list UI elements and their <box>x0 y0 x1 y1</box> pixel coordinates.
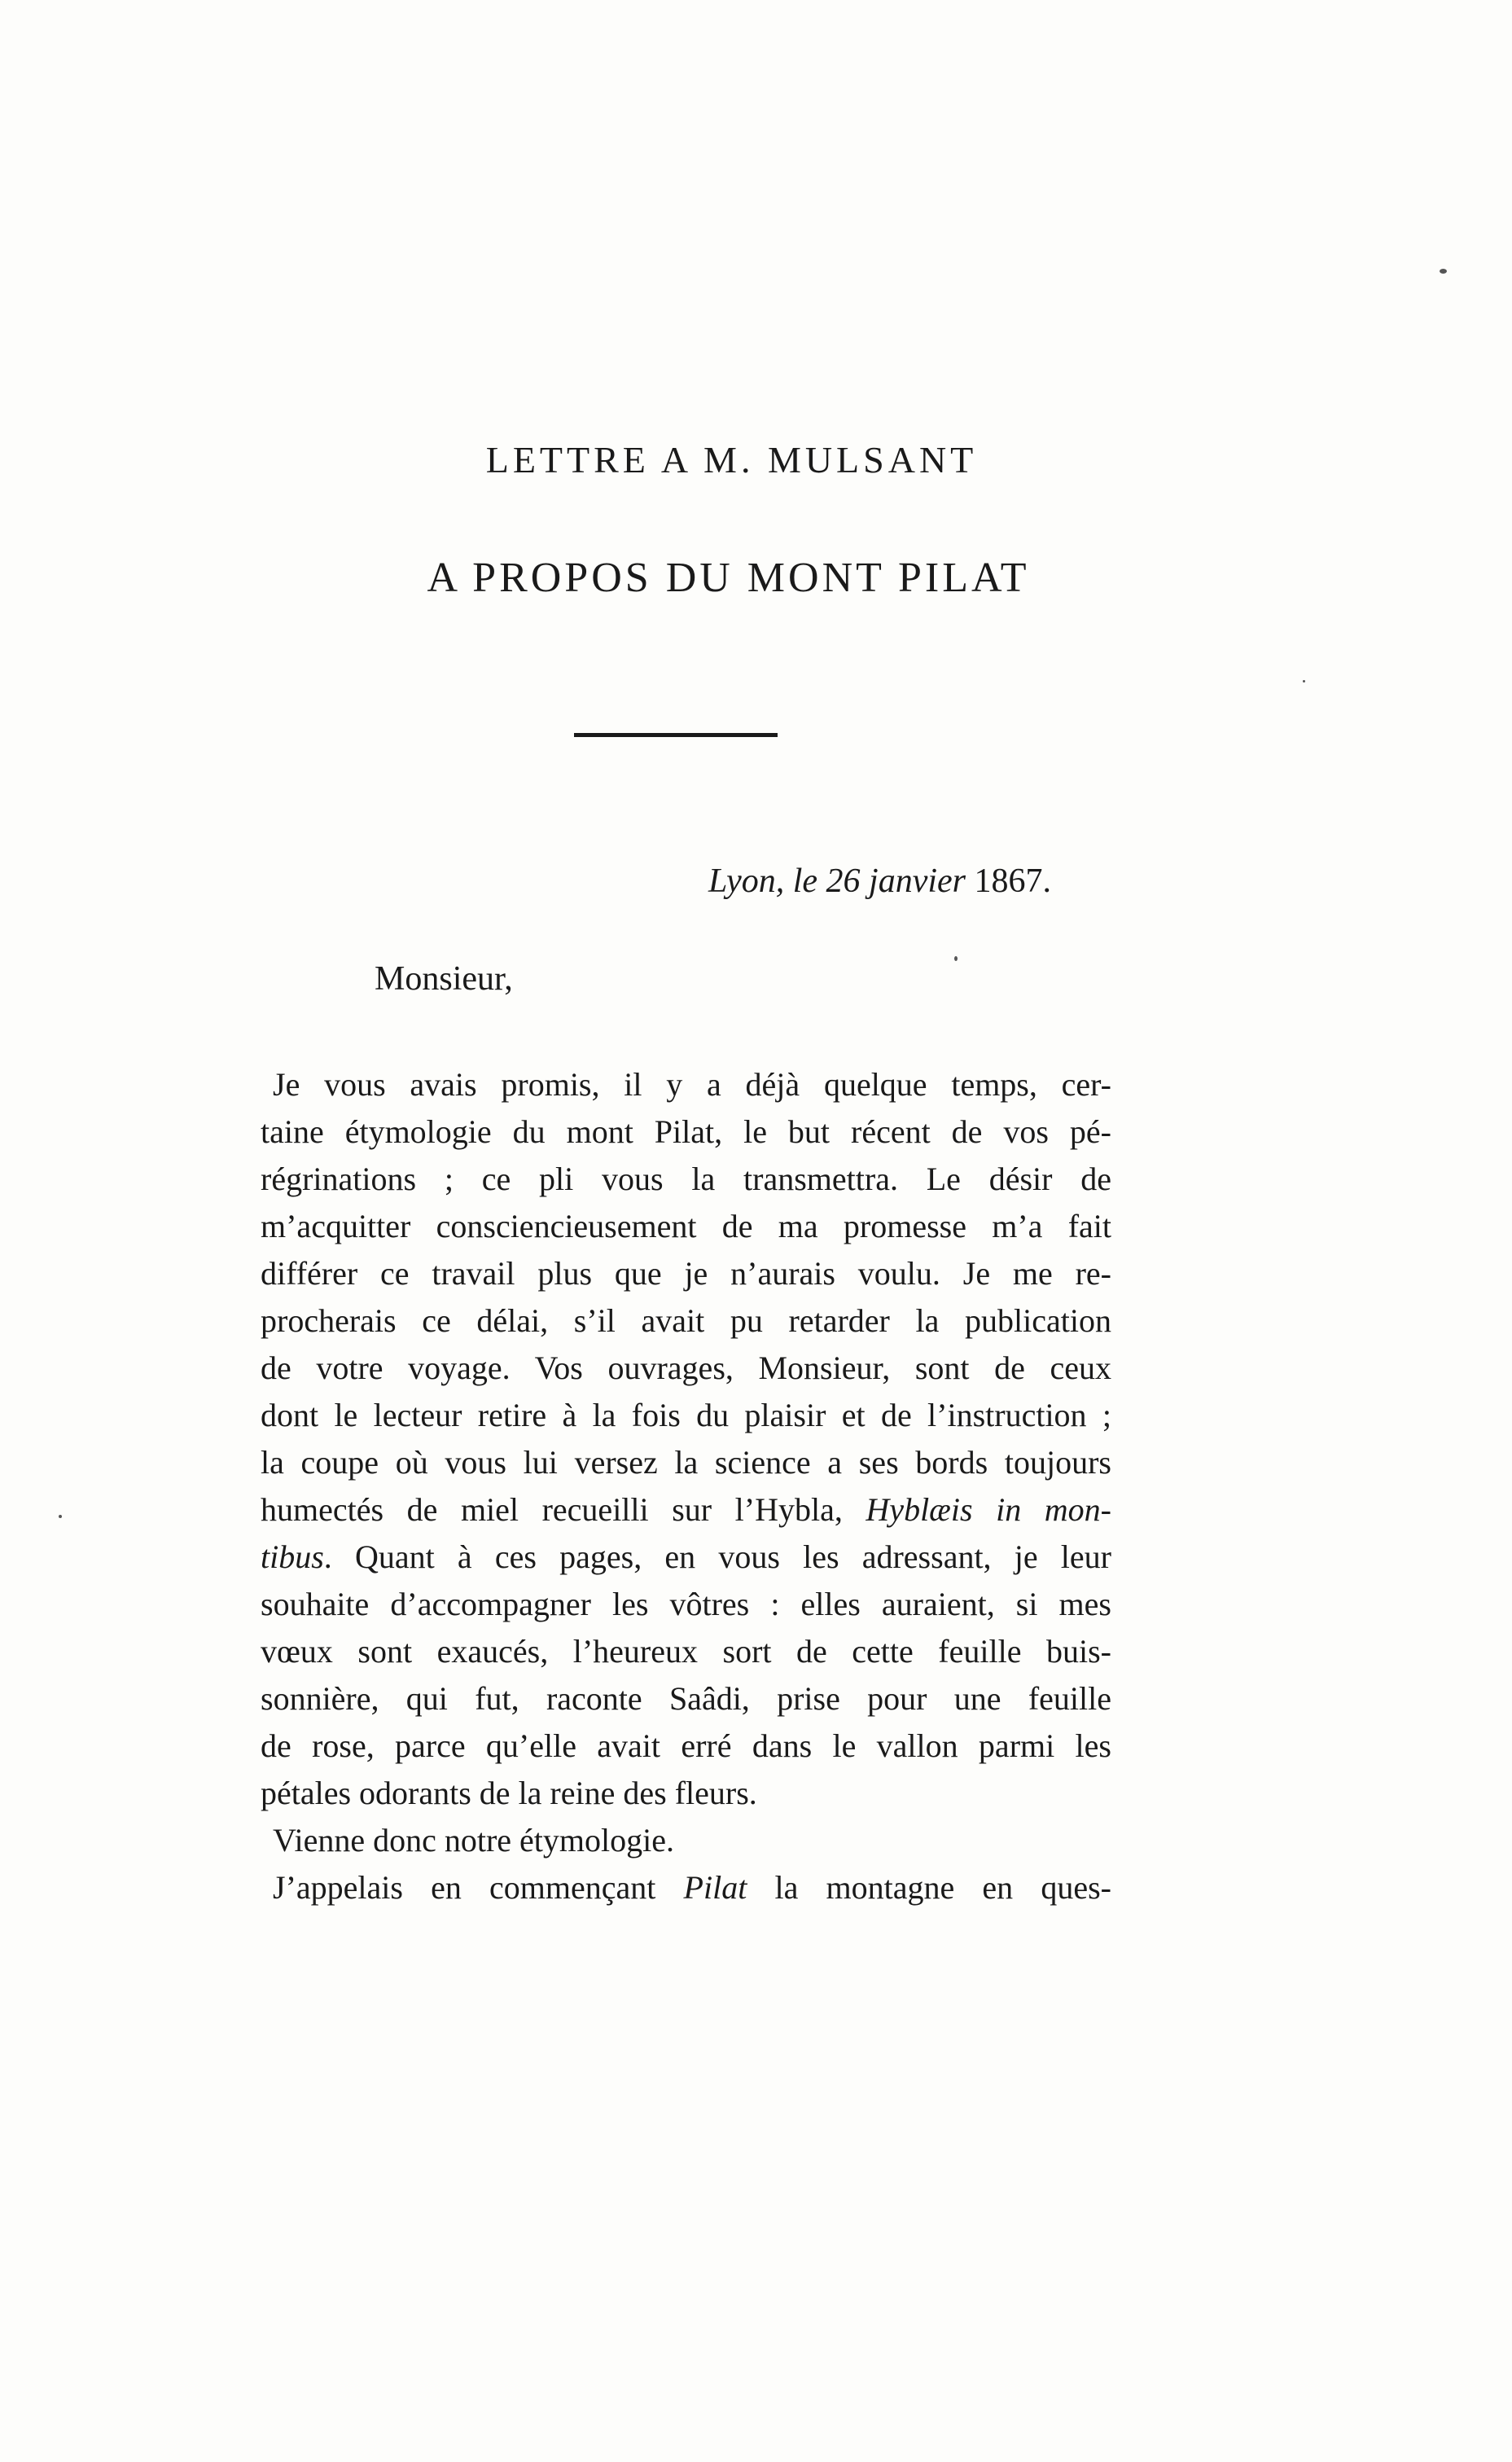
body-line: Je vous avais promis, il y a déjà quelque temps, cer- <box>273 1066 1111 1103</box>
dateline-place-date: Lyon, le 26 janvier <box>708 862 975 900</box>
body-line: vœux sont exaucés, l’heureux sort de cette feuille buis- <box>261 1633 1111 1670</box>
body-line: sonnière, qui fut, raconte Saâdi, prise pour une feuille <box>261 1680 1111 1717</box>
body-line: pétales odorants de la reine des fleurs. <box>261 1775 757 1811</box>
body-line: souhaite d’accompagner les vôtres : elles auraient, si mes <box>261 1586 1111 1622</box>
letter-subtitle: A PROPOS DU MONT PILAT <box>427 555 1030 601</box>
title-rule <box>574 733 778 737</box>
scan-speck <box>1440 269 1447 274</box>
body-line <box>261 1486 1111 1534</box>
body-line: dont le lecteur retire à la fois du plaisir et de l’instruction ; <box>261 1397 1111 1433</box>
body-line: m’acquitter consciencieusement de ma promesse m’a fait <box>261 1208 1111 1244</box>
body-line: différer ce travail plus que je n’aurais voulu. Je me re- <box>261 1255 1111 1292</box>
body-line: procherais ce délai, s’il avait pu retarder la publication <box>261 1302 1111 1339</box>
letter-body <box>261 1061 1111 1911</box>
body-line-part: humectés de miel recueilli sur l’Hybla, <box>261 1491 866 1528</box>
latin-phrase-end: tibus <box>261 1538 324 1575</box>
body-line: la coupe où vous lui versez la science a ses bords toujours <box>261 1444 1111 1481</box>
scan-speck <box>59 1515 62 1518</box>
body-line-part: J’appelais en commençant <box>273 1869 684 1906</box>
place-name-pilat: Pilat <box>683 1869 747 1906</box>
body-line: Vienne donc notre étymologie. <box>273 1822 675 1859</box>
body-line-part: . Quant à ces pages, en vous les adressant, je leur <box>323 1538 1111 1575</box>
body-line <box>261 1864 1111 1911</box>
body-line: taine étymologie du mont Pilat, le but récent de vos pé- <box>261 1113 1111 1150</box>
body-line: de votre voyage. Vos ouvrages, Monsieur, sont de ceux <box>261 1349 1111 1386</box>
latin-phrase: Hyblæis in mon- <box>866 1491 1111 1528</box>
scan-speck <box>954 956 958 961</box>
body-line: de rose, parce qu’elle avait erré dans le vallon parmi les <box>261 1727 1111 1764</box>
body-line <box>261 1534 1111 1581</box>
body-line: régrinations ; ce pli vous la transmettra. Le désir de <box>261 1161 1111 1197</box>
salutation: Monsieur, <box>375 960 513 998</box>
dateline <box>708 862 1051 901</box>
body-line-part: la montagne en ques- <box>747 1869 1111 1906</box>
dateline-year: 1867. <box>974 862 1052 900</box>
letter-title: LETTRE A M. MULSANT <box>485 439 978 481</box>
scan-speck <box>1303 680 1305 682</box>
